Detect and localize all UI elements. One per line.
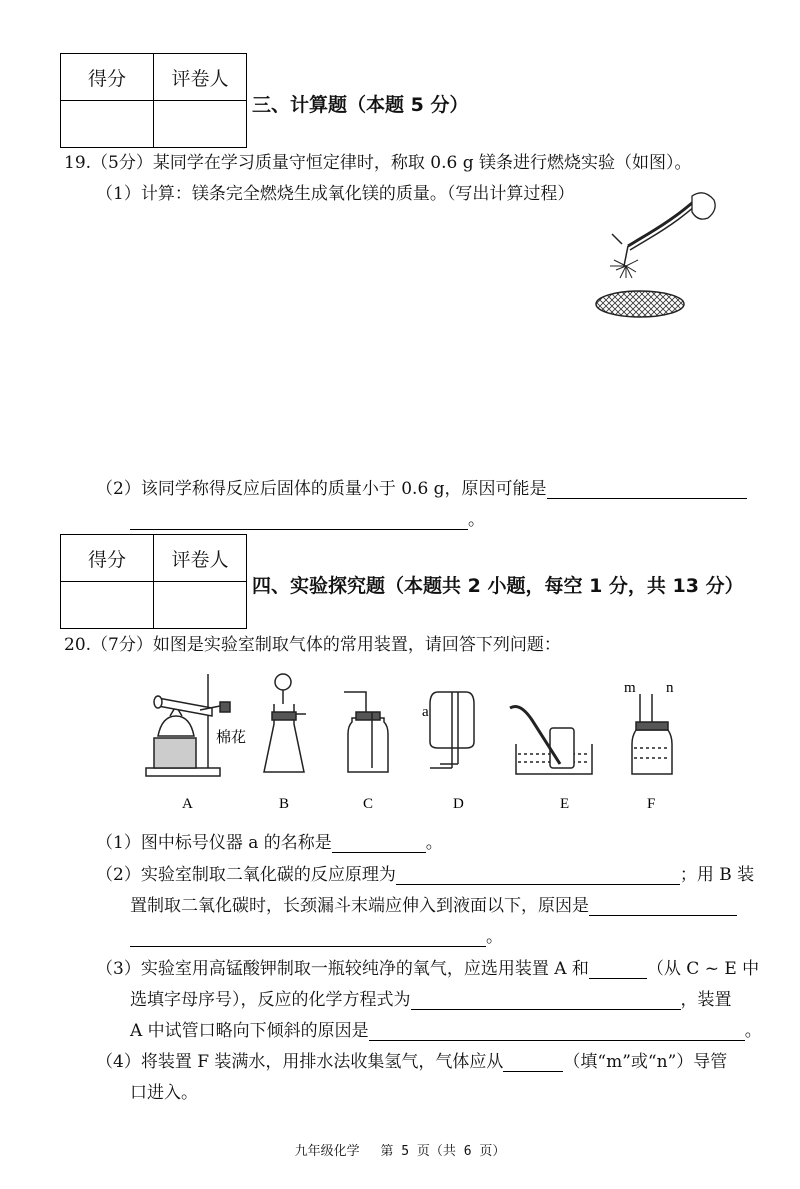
q20-p3 — [96, 954, 759, 979]
q20-p3-text-e: A 中试管口略向下倾斜的原因是 — [130, 1021, 369, 1041]
q20-p3-blank-3[interactable] — [369, 1023, 745, 1041]
apparatus-f — [632, 694, 672, 774]
q19-stem: 19.（5分）某同学在学习质量守恒定律时，称取 0.6 g 镁条进行燃烧实验（如图）。 — [64, 153, 692, 173]
q20-p2-line3 — [130, 922, 503, 947]
apparatus-c — [344, 692, 388, 772]
score-header: 得分 — [61, 54, 154, 101]
apparatus-label-c: C — [363, 796, 374, 812]
apparatus-label-a: A — [182, 796, 193, 812]
apparatus-b — [264, 674, 306, 772]
q20-p3-line2 — [130, 985, 732, 1010]
section-4-title: 四、实验探究题（本题共 2 小题，每空 1 分，共 13 分） — [252, 575, 744, 597]
magnesium-burning-figure — [588, 186, 723, 321]
q20-p4-blank[interactable] — [503, 1054, 563, 1072]
q20-p4 — [96, 1047, 727, 1072]
grader-header: 评卷人 — [154, 54, 247, 101]
q20-p3-blank-1[interactable] — [589, 961, 647, 979]
q19-answer-blank-1[interactable] — [547, 481, 747, 499]
q20-p1 — [96, 828, 443, 853]
apparatus-label-b: B — [279, 796, 290, 812]
label-m: m — [624, 680, 636, 696]
apparatus-label-e: E — [560, 796, 570, 812]
q20-p1-blank[interactable] — [332, 835, 426, 853]
label-a: a — [422, 704, 429, 720]
apparatus-e — [510, 707, 592, 775]
q20-p2-blank-1[interactable] — [396, 867, 680, 885]
q19-part1: （1）计算：镁条完全燃烧生成氧化镁的质量。（写出计算过程） — [96, 184, 575, 204]
label-n: n — [666, 680, 674, 696]
q20-p2-text-b: ；用 B 装 — [679, 865, 755, 885]
score-cell[interactable] — [61, 582, 154, 629]
q20-p2-text-c: 置制取二氧化碳时，长颈漏斗末端应伸入到液面以下，原因是 — [130, 896, 589, 916]
q20-p4-line2: 口进入。 — [130, 1083, 198, 1103]
q20-p2-end: 。 — [486, 927, 503, 947]
score-cell[interactable] — [61, 101, 154, 148]
q20-stem: 20.（7分）如图是实验室制取气体的常用装置，请回答下列问题： — [64, 635, 561, 655]
q19-part2-line2 — [130, 505, 485, 530]
q20-p3-blank-2[interactable] — [411, 992, 681, 1010]
apparatus-a — [146, 674, 230, 776]
section-3-title: 三、计算题（本题 5 分） — [252, 94, 469, 116]
q20-p3-text-d: ，装置 — [680, 990, 732, 1010]
score-header: 得分 — [61, 535, 154, 582]
q19-part2-text: （2）该同学称得反应后固体的质量小于 0.6 g，原因可能是 — [96, 479, 547, 499]
score-box-2 — [60, 534, 247, 629]
q20-p2-text: （2）实验室制取二氧化碳的反应原理为 — [96, 865, 396, 885]
q19-answer-blank-2[interactable] — [130, 512, 468, 530]
grader-header: 评卷人 — [154, 535, 247, 582]
q20-p1-end: 。 — [425, 833, 443, 853]
q20-p4-text: （4）将装置 F 装满水，用排水法收集氢气，气体应从 — [96, 1052, 504, 1072]
q19-part2 — [96, 474, 747, 499]
apparatus-d — [430, 692, 474, 768]
apparatus-figure — [140, 668, 700, 818]
q20-p2-line2 — [130, 891, 737, 916]
cotton-label: 棉花 — [216, 730, 247, 746]
q20-p4-text-b: （填“m”或“n”）导管 — [563, 1052, 728, 1072]
q20-p3-text: （3）实验室用高锰酸钾制取一瓶较纯净的氧气，应选用装置 A 和 — [96, 959, 589, 979]
q20-p3-end: 。 — [744, 1021, 762, 1041]
apparatus-label-d: D — [453, 796, 464, 812]
q20-p2 — [96, 860, 754, 885]
grader-cell[interactable] — [154, 582, 247, 629]
q20-p3-text-b: （从 C ~ E 中 — [646, 959, 760, 979]
q20-p2-blank-2[interactable] — [589, 898, 737, 916]
page-footer: 九年级化学 第 5 页（共 6 页） — [294, 1144, 506, 1159]
score-box-1 — [60, 53, 247, 148]
q20-p1-text: （1）图中标号仪器 a 的名称是 — [96, 833, 332, 853]
apparatus-label-f: F — [647, 796, 656, 812]
grader-cell[interactable] — [154, 101, 247, 148]
q20-p2-blank-3[interactable] — [130, 929, 486, 947]
q19-part2-end: 。 — [468, 510, 485, 530]
q20-p3-line3 — [130, 1016, 762, 1041]
q20-p3-text-c: 选填字母序号），反应的化学方程式为 — [130, 990, 411, 1010]
